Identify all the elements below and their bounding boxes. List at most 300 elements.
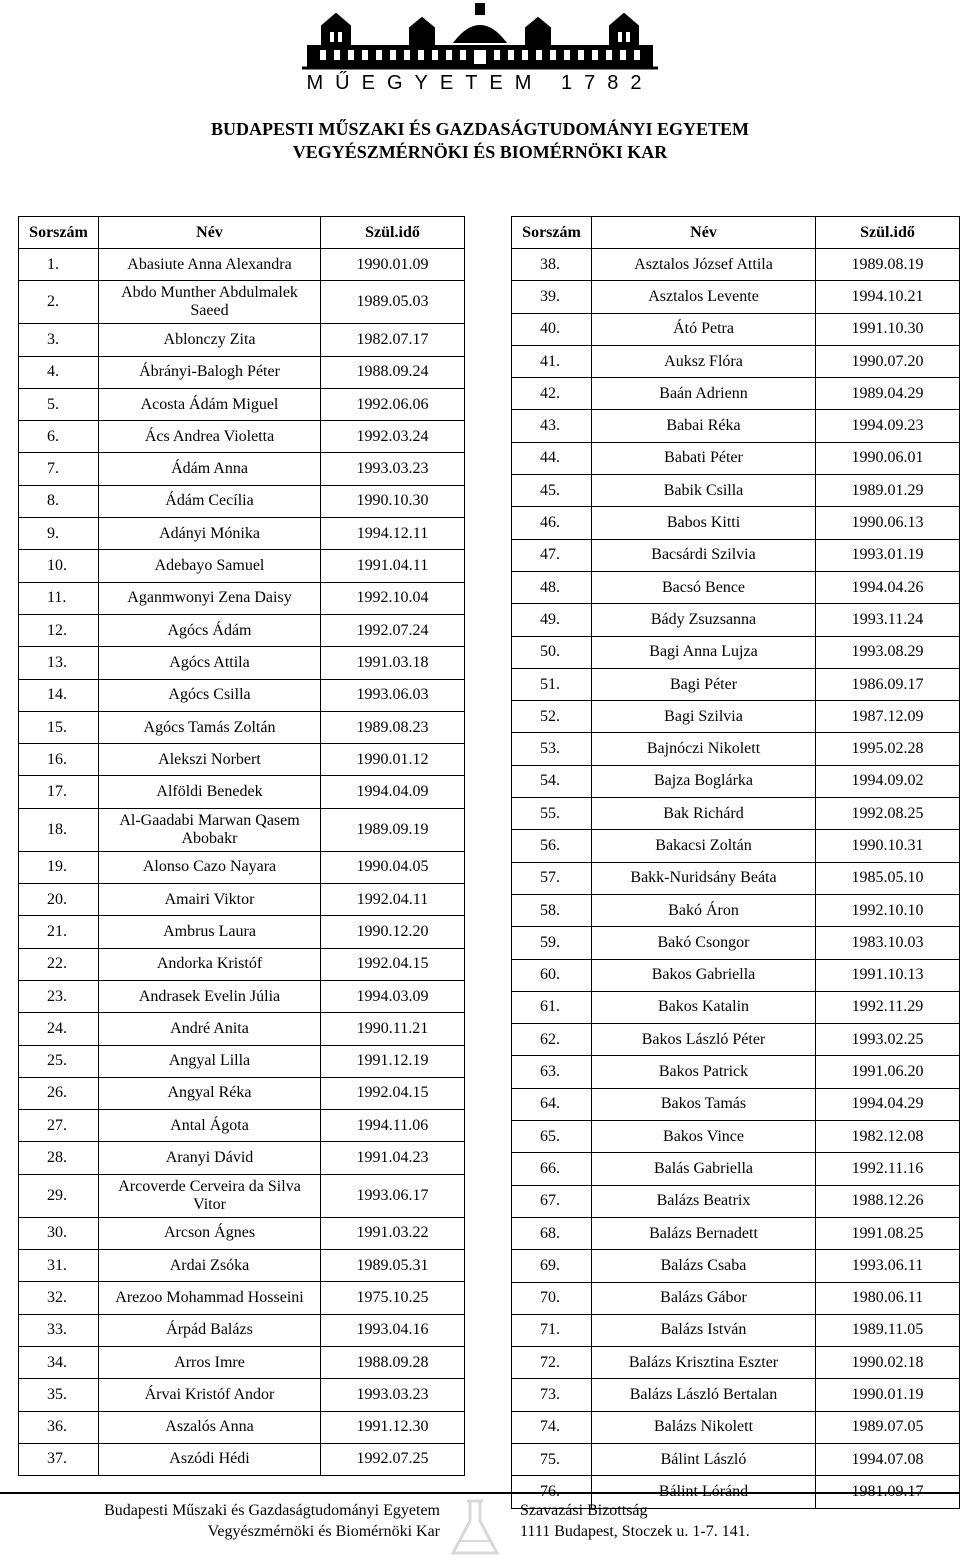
row-number: 31. — [19, 1250, 99, 1282]
table-row — [512, 1282, 960, 1314]
row-birth-date: 1991.12.19 — [321, 1045, 465, 1077]
row-birth-date: 1989.01.29 — [816, 475, 960, 507]
column-header-number: Sorszám — [19, 217, 99, 249]
row-birth-date: 1989.04.29 — [816, 378, 960, 410]
row-number: 6. — [19, 421, 99, 453]
row-birth-date: 1990.04.05 — [321, 851, 465, 883]
row-name: Agócs Tamás Zoltán — [99, 711, 321, 743]
table-row — [512, 701, 960, 733]
table-row — [512, 571, 960, 603]
row-number: 50. — [512, 636, 592, 668]
row-birth-date: 1994.12.11 — [321, 518, 465, 550]
row-name: Balázs Krisztina Eszter — [592, 1347, 816, 1379]
row-birth-date: 1989.05.31 — [321, 1250, 465, 1282]
row-name: Babik Csilla — [592, 475, 816, 507]
row-birth-date: 1988.09.28 — [321, 1346, 465, 1378]
row-number: 24. — [19, 1013, 99, 1045]
table-row — [19, 679, 465, 711]
candidate-table-left — [18, 216, 465, 1476]
row-birth-date: 1991.12.30 — [321, 1411, 465, 1443]
row-birth-date: 1994.03.09 — [321, 980, 465, 1012]
table-row — [19, 744, 465, 776]
table-row — [19, 711, 465, 743]
row-name: Bacsárdi Szilvia — [592, 539, 816, 571]
row-birth-date: 1992.11.29 — [816, 991, 960, 1023]
row-name: Adebayo Samuel — [99, 550, 321, 582]
row-birth-date: 1983.10.03 — [816, 927, 960, 959]
row-birth-date: 1993.08.29 — [816, 636, 960, 668]
row-name: Agócs Csilla — [99, 679, 321, 711]
row-number: 40. — [512, 313, 592, 345]
row-name: Asztalos József Attila — [592, 249, 816, 281]
row-birth-date: 1991.10.13 — [816, 959, 960, 991]
row-birth-date: 1993.11.24 — [816, 604, 960, 636]
row-name: Abdo Munther Abdulmalek Saeed — [99, 281, 321, 324]
table-row — [19, 1110, 465, 1142]
row-number: 69. — [512, 1250, 592, 1282]
row-birth-date: 1975.10.25 — [321, 1282, 465, 1314]
table-row — [19, 1346, 465, 1378]
row-number: 55. — [512, 798, 592, 830]
table-row — [19, 851, 465, 883]
row-number: 64. — [512, 1088, 592, 1120]
row-number: 38. — [512, 249, 592, 281]
table-row — [512, 830, 960, 862]
row-birth-date: 1989.07.05 — [816, 1411, 960, 1443]
row-name: Al-Gaadabi Marwan Qasem Abobakr — [99, 808, 321, 851]
table-row — [512, 668, 960, 700]
row-birth-date: 1993.01.19 — [816, 539, 960, 571]
table-row — [512, 1411, 960, 1443]
row-birth-date: 1991.03.18 — [321, 647, 465, 679]
row-name: Balázs Bernadett — [592, 1217, 816, 1249]
row-birth-date: 1982.12.08 — [816, 1121, 960, 1153]
column-header-number: Sorszám — [512, 217, 592, 249]
row-birth-date: 1990.06.01 — [816, 442, 960, 474]
table-row — [19, 980, 465, 1012]
row-birth-date: 1993.02.25 — [816, 1024, 960, 1056]
row-number: 57. — [512, 862, 592, 894]
row-number: 45. — [512, 475, 592, 507]
table-row — [512, 1121, 960, 1153]
row-birth-date: 1990.02.18 — [816, 1347, 960, 1379]
row-name: Bakos László Péter — [592, 1024, 816, 1056]
row-number: 74. — [512, 1411, 592, 1443]
row-birth-date: 1990.07.20 — [816, 345, 960, 377]
row-number: 4. — [19, 356, 99, 388]
row-number: 9. — [19, 518, 99, 550]
row-name: Asztalos Levente — [592, 281, 816, 313]
row-name: Ablonczy Zita — [99, 324, 321, 356]
table-row — [512, 1088, 960, 1120]
row-name: Babos Kitti — [592, 507, 816, 539]
row-birth-date: 1990.01.09 — [321, 249, 465, 281]
row-birth-date: 1992.06.06 — [321, 388, 465, 420]
row-number: 18. — [19, 808, 99, 851]
table-row — [19, 356, 465, 388]
row-birth-date: 1994.11.06 — [321, 1110, 465, 1142]
table-row — [512, 733, 960, 765]
row-birth-date: 1990.01.19 — [816, 1379, 960, 1411]
university-name: BUDAPESTI MŰSZAKI ÉS GAZDASÁGTUDOMÁNYI EGYETEM — [210, 119, 750, 139]
footer-faculty: Vegyészmérnöki és Biomérnöki Kar — [207, 1523, 440, 1540]
row-birth-date: 1994.04.26 — [816, 571, 960, 603]
table-row — [19, 884, 465, 916]
table-row — [19, 1045, 465, 1077]
table-row — [512, 798, 960, 830]
table-row — [19, 324, 465, 356]
row-birth-date: 1992.04.15 — [321, 1077, 465, 1109]
row-name: Andrasek Evelin Júlia — [99, 980, 321, 1012]
table-row — [19, 1174, 465, 1217]
table-row — [512, 1153, 960, 1185]
row-number: 44. — [512, 442, 592, 474]
table-row — [512, 991, 960, 1023]
row-number: 12. — [19, 614, 99, 646]
row-birth-date: 1992.07.25 — [321, 1443, 465, 1475]
row-birth-date: 1994.07.08 — [816, 1443, 960, 1475]
row-number: 67. — [512, 1185, 592, 1217]
row-name: Antal Ágota — [99, 1110, 321, 1142]
row-name: Angyal Lilla — [99, 1045, 321, 1077]
row-number: 75. — [512, 1443, 592, 1475]
row-number: 60. — [512, 959, 592, 991]
table-row — [512, 410, 960, 442]
row-birth-date: 1982.07.17 — [321, 324, 465, 356]
table-row — [512, 927, 960, 959]
row-birth-date: 1990.06.13 — [816, 507, 960, 539]
row-number: 65. — [512, 1121, 592, 1153]
row-number: 54. — [512, 765, 592, 797]
row-name: Aszalós Anna — [99, 1411, 321, 1443]
table-row — [19, 916, 465, 948]
row-name: André Anita — [99, 1013, 321, 1045]
row-number: 49. — [512, 604, 592, 636]
row-name: Alföldi Benedek — [99, 776, 321, 808]
table-row — [512, 1217, 960, 1249]
row-name: Balázs István — [592, 1314, 816, 1346]
footer-university: Budapesti Műszaki és Gazdaságtudományi Egyetem — [104, 1502, 440, 1519]
table-row — [19, 421, 465, 453]
row-number: 46. — [512, 507, 592, 539]
row-name: Bakó Csongor — [592, 927, 816, 959]
table-row — [512, 1379, 960, 1411]
row-name: Agócs Ádám — [99, 614, 321, 646]
row-birth-date: 1989.09.19 — [321, 808, 465, 851]
table-row — [19, 485, 465, 517]
table-row — [19, 808, 465, 851]
flask-icon — [445, 1497, 505, 1559]
row-number: 2. — [19, 281, 99, 324]
row-number: 15. — [19, 711, 99, 743]
row-birth-date: 1992.03.24 — [321, 421, 465, 453]
table-row — [512, 1347, 960, 1379]
row-name: Bagi Szilvia — [592, 701, 816, 733]
row-number: 68. — [512, 1217, 592, 1249]
row-birth-date: 1991.08.25 — [816, 1217, 960, 1249]
row-name: Alekszi Norbert — [99, 744, 321, 776]
footer-committee: Szavazási Bizottság — [520, 1502, 648, 1519]
row-number: 10. — [19, 550, 99, 582]
row-name: Ács Andrea Violetta — [99, 421, 321, 453]
row-birth-date: 1993.06.03 — [321, 679, 465, 711]
row-name: Árvai Kristóf Andor — [99, 1379, 321, 1411]
row-name: Bakos Patrick — [592, 1056, 816, 1088]
table-header-row — [19, 217, 465, 249]
row-number: 62. — [512, 1024, 592, 1056]
row-name: Baán Adrienn — [592, 378, 816, 410]
row-birth-date: 1992.04.15 — [321, 948, 465, 980]
row-number: 30. — [19, 1217, 99, 1249]
row-name: Aranyi Dávid — [99, 1142, 321, 1174]
row-birth-date: 1992.04.11 — [321, 884, 465, 916]
page-header — [0, 118, 960, 164]
column-header-date: Szül.idő — [321, 217, 465, 249]
row-birth-date: 1993.04.16 — [321, 1314, 465, 1346]
row-name: Bakos Vince — [592, 1121, 816, 1153]
row-birth-date: 1980.06.11 — [816, 1282, 960, 1314]
table-row — [19, 1142, 465, 1174]
row-birth-date: 1991.04.11 — [321, 550, 465, 582]
row-number: 63. — [512, 1056, 592, 1088]
table-row — [512, 539, 960, 571]
table-row — [19, 1282, 465, 1314]
row-birth-date: 1993.03.23 — [321, 453, 465, 485]
table-row — [19, 647, 465, 679]
table-row — [19, 453, 465, 485]
row-number: 35. — [19, 1379, 99, 1411]
footer-address: 1111 Budapest, Stoczek u. 1-7. 141. — [520, 1523, 750, 1540]
row-name: Ardai Zsóka — [99, 1250, 321, 1282]
row-name: Andorka Kristóf — [99, 948, 321, 980]
row-name: Bakos Gabriella — [592, 959, 816, 991]
table-row — [512, 894, 960, 926]
row-name: Bajza Boglárka — [592, 765, 816, 797]
row-name: Balázs László Bertalan — [592, 1379, 816, 1411]
table-row — [19, 1314, 465, 1346]
row-number: 58. — [512, 894, 592, 926]
row-number: 27. — [19, 1110, 99, 1142]
row-name: Bakacsi Zoltán — [592, 830, 816, 862]
row-birth-date: 1989.11.05 — [816, 1314, 960, 1346]
candidate-table-right — [511, 216, 960, 1509]
row-number: 19. — [19, 851, 99, 883]
row-name: Arezoo Mohammad Hosseini — [99, 1282, 321, 1314]
table-row — [19, 1411, 465, 1443]
table-header-row — [512, 217, 960, 249]
row-birth-date: 1992.07.24 — [321, 614, 465, 646]
row-name: Balázs Beatrix — [592, 1185, 816, 1217]
table-row — [19, 776, 465, 808]
row-number: 21. — [19, 916, 99, 948]
row-name: Átó Petra — [592, 313, 816, 345]
table-row — [512, 765, 960, 797]
table-row — [19, 281, 465, 324]
column-header-name: Név — [99, 217, 321, 249]
row-number: 72. — [512, 1347, 592, 1379]
table-row — [19, 614, 465, 646]
row-name: Balázs Nikolett — [592, 1411, 816, 1443]
row-birth-date: 1988.09.24 — [321, 356, 465, 388]
row-birth-date: 1993.06.17 — [321, 1174, 465, 1217]
row-name: Balázs Gábor — [592, 1282, 816, 1314]
row-name: Bakos Katalin — [592, 991, 816, 1023]
row-birth-date: 1994.09.23 — [816, 410, 960, 442]
row-birth-date: 1986.09.17 — [816, 668, 960, 700]
row-birth-date: 1992.10.10 — [816, 894, 960, 926]
table-row — [19, 550, 465, 582]
row-birth-date: 1992.10.04 — [321, 582, 465, 614]
row-number: 29. — [19, 1174, 99, 1217]
row-number: 3. — [19, 324, 99, 356]
table-row — [512, 313, 960, 345]
row-name: Arcson Ágnes — [99, 1217, 321, 1249]
table-row — [512, 1024, 960, 1056]
row-number: 41. — [512, 345, 592, 377]
row-name: Aszódi Hédi — [99, 1443, 321, 1475]
row-birth-date: 1988.12.26 — [816, 1185, 960, 1217]
table-row — [512, 378, 960, 410]
row-birth-date: 1992.08.25 — [816, 798, 960, 830]
row-number: 66. — [512, 1153, 592, 1185]
row-number: 73. — [512, 1379, 592, 1411]
row-number: 33. — [19, 1314, 99, 1346]
table-row — [512, 959, 960, 991]
row-name: Balás Gabriella — [592, 1153, 816, 1185]
row-number: 5. — [19, 388, 99, 420]
row-birth-date: 1990.10.31 — [816, 830, 960, 862]
row-number: 43. — [512, 410, 592, 442]
table-row — [512, 507, 960, 539]
table-row — [19, 388, 465, 420]
row-name: Amairi Viktor — [99, 884, 321, 916]
table-row — [512, 281, 960, 313]
row-name: Bajnóczi Nikolett — [592, 733, 816, 765]
row-number: 11. — [19, 582, 99, 614]
table-row — [19, 1443, 465, 1475]
row-name: Agócs Attila — [99, 647, 321, 679]
table-row — [512, 475, 960, 507]
row-number: 26. — [19, 1077, 99, 1109]
row-birth-date: 1990.10.30 — [321, 485, 465, 517]
faculty-name: VEGYÉSZMÉRNÖKI ÉS BIOMÉRNÖKI KAR — [292, 142, 668, 162]
row-birth-date: 1989.08.23 — [321, 711, 465, 743]
row-name: Alonso Cazo Nayara — [99, 851, 321, 883]
row-birth-date: 1987.12.09 — [816, 701, 960, 733]
row-number: 51. — [512, 668, 592, 700]
row-birth-date: 1994.04.09 — [321, 776, 465, 808]
row-name: Balázs Csaba — [592, 1250, 816, 1282]
table-row — [19, 1217, 465, 1249]
row-birth-date: 1994.04.29 — [816, 1088, 960, 1120]
row-birth-date: 1990.12.20 — [321, 916, 465, 948]
row-number: 25. — [19, 1045, 99, 1077]
table-row — [512, 442, 960, 474]
row-birth-date: 1991.10.30 — [816, 313, 960, 345]
row-birth-date: 1995.02.28 — [816, 733, 960, 765]
row-name: Bagi Anna Lujza — [592, 636, 816, 668]
row-birth-date: 1994.09.02 — [816, 765, 960, 797]
row-number: 22. — [19, 948, 99, 980]
column-header-name: Név — [592, 217, 816, 249]
table-row — [512, 1250, 960, 1282]
footer-left — [20, 1500, 440, 1542]
table-row — [19, 1379, 465, 1411]
row-number: 70. — [512, 1282, 592, 1314]
table-row — [19, 1250, 465, 1282]
row-number: 8. — [19, 485, 99, 517]
row-number: 59. — [512, 927, 592, 959]
row-number: 47. — [512, 539, 592, 571]
table-row — [512, 249, 960, 281]
row-name: Angyal Réka — [99, 1077, 321, 1109]
row-number: 32. — [19, 1282, 99, 1314]
row-name: Ábrányi-Balogh Péter — [99, 356, 321, 388]
row-name: Ambrus Laura — [99, 916, 321, 948]
table-row — [512, 1185, 960, 1217]
row-name: Árpád Balázs — [99, 1314, 321, 1346]
row-birth-date: 1991.04.23 — [321, 1142, 465, 1174]
row-number: 42. — [512, 378, 592, 410]
row-name: Bak Richárd — [592, 798, 816, 830]
row-number: 23. — [19, 980, 99, 1012]
row-birth-date: 1989.05.03 — [321, 281, 465, 324]
row-number: 61. — [512, 991, 592, 1023]
row-number: 56. — [512, 830, 592, 862]
row-name: Babai Réka — [592, 410, 816, 442]
table-row — [512, 1443, 960, 1475]
footer-right — [520, 1500, 940, 1542]
footer-divider — [0, 1492, 960, 1494]
row-birth-date: 1991.06.20 — [816, 1056, 960, 1088]
table-row — [19, 249, 465, 281]
row-name: Auksz Flóra — [592, 345, 816, 377]
row-number: 52. — [512, 701, 592, 733]
row-number: 7. — [19, 453, 99, 485]
row-name: Bády Zsuzsanna — [592, 604, 816, 636]
row-birth-date: 1990.11.21 — [321, 1013, 465, 1045]
row-name: Ádám Anna — [99, 453, 321, 485]
row-number: 71. — [512, 1314, 592, 1346]
row-name: Adányi Mónika — [99, 518, 321, 550]
table-row — [512, 345, 960, 377]
row-number: 14. — [19, 679, 99, 711]
row-number: 37. — [19, 1443, 99, 1475]
logo-text: MŰEGYETEM 1782 — [306, 72, 654, 94]
row-name: Ádám Cecília — [99, 485, 321, 517]
row-name: Bagi Péter — [592, 668, 816, 700]
table-row — [512, 1056, 960, 1088]
row-name: Bakó Áron — [592, 894, 816, 926]
row-number: 1. — [19, 249, 99, 281]
table-row — [512, 862, 960, 894]
table-row — [19, 518, 465, 550]
row-birth-date: 1992.11.16 — [816, 1153, 960, 1185]
row-birth-date: 1985.05.10 — [816, 862, 960, 894]
row-name: Bálint László — [592, 1443, 816, 1475]
row-name: Babati Péter — [592, 442, 816, 474]
row-name: Aganmwonyi Zena Daisy — [99, 582, 321, 614]
row-birth-date: 1994.10.21 — [816, 281, 960, 313]
table-row — [512, 636, 960, 668]
row-number: 36. — [19, 1411, 99, 1443]
row-name: Bakk-Nuridsány Beáta — [592, 862, 816, 894]
row-birth-date: 1990.01.12 — [321, 744, 465, 776]
row-name: Bakos Tamás — [592, 1088, 816, 1120]
table-row — [512, 1314, 960, 1346]
row-name: Abasiute Anna Alexandra — [99, 249, 321, 281]
row-birth-date: 1991.03.22 — [321, 1217, 465, 1249]
